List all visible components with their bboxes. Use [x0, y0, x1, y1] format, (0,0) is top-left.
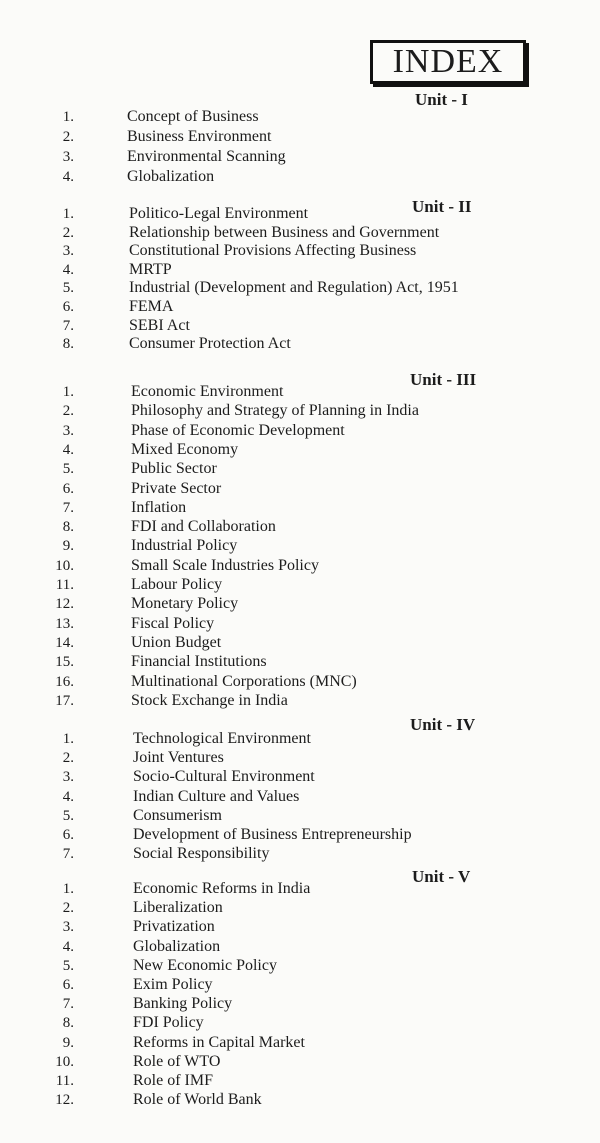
entry-title: Banking Policy	[133, 995, 233, 1012]
index-entry	[0, 441, 600, 459]
entry-title: Globalization	[127, 168, 215, 185]
entry-number: 10.	[55, 1054, 74, 1070]
index-entry	[0, 768, 600, 786]
entry-title: Economic Reforms in India	[133, 880, 311, 897]
entry-title: Stock Exchange in India	[131, 692, 288, 709]
entry-title: Socio-Cultural Environment	[133, 768, 315, 785]
entry-number: 5.	[62, 808, 74, 824]
index-entry	[0, 918, 600, 936]
entry-number: 1.	[62, 206, 74, 222]
index-entry	[0, 807, 600, 825]
index-entry	[0, 261, 600, 279]
entry-number: 7.	[62, 846, 74, 862]
entry-title: Economic Environment	[131, 383, 284, 400]
entry-number: 11.	[55, 1073, 74, 1089]
entry-number: 1.	[62, 384, 74, 400]
index-entry	[0, 168, 600, 186]
entry-number: 2.	[62, 900, 74, 916]
entry-title: Social Responsibility	[133, 845, 270, 862]
entry-number: 2.	[62, 129, 74, 145]
index-entry	[0, 653, 600, 671]
index-entry	[0, 148, 600, 166]
entry-title: Industrial Policy	[131, 537, 238, 554]
entry-title: Phase of Economic Development	[131, 422, 345, 439]
entry-number: 4.	[62, 169, 74, 185]
entry-title: Mixed Economy	[131, 441, 239, 458]
index-entry	[0, 460, 600, 478]
entry-number: 9.	[62, 1035, 74, 1051]
unit-heading: Unit - IV	[410, 715, 476, 734]
entry-number: 6.	[62, 299, 74, 315]
entry-number: 7.	[62, 500, 74, 516]
index-entry	[0, 595, 600, 613]
entry-number: 6.	[62, 481, 74, 497]
index-entry	[0, 615, 600, 633]
entry-title: Technological Environment	[133, 730, 311, 747]
entry-title: Inflation	[131, 499, 187, 516]
entry-number: 5.	[62, 280, 74, 296]
index-entry	[0, 128, 600, 146]
index-entry	[0, 242, 600, 260]
index-entry	[0, 749, 600, 767]
entry-number: 12.	[55, 596, 74, 612]
entry-number: 4.	[62, 442, 74, 458]
unit-heading: Unit - I	[415, 90, 468, 109]
entry-title: Reforms in Capital Market	[133, 1034, 305, 1051]
entry-number: 8.	[62, 336, 74, 352]
index-entry	[0, 845, 600, 863]
entry-number: 17.	[55, 693, 74, 709]
entry-number: 1.	[62, 109, 74, 125]
unit-heading: Unit - V	[412, 867, 471, 886]
index-entry	[0, 317, 600, 335]
entry-title: Exim Policy	[133, 976, 213, 993]
entry-title: Union Budget	[131, 634, 222, 651]
entry-title: MRTP	[129, 261, 172, 278]
index-title: INDEX	[370, 40, 526, 84]
entry-number: 4.	[62, 939, 74, 955]
index-entry	[0, 880, 600, 898]
entry-number: 7.	[62, 318, 74, 334]
entry-number: 2.	[62, 225, 74, 241]
entry-number: 6.	[62, 827, 74, 843]
index-entry	[0, 422, 600, 440]
entry-number: 16.	[55, 674, 74, 690]
entry-number: 1.	[62, 881, 74, 897]
entry-title: Fiscal Policy	[131, 615, 215, 632]
entry-number: 10.	[55, 558, 74, 574]
index-entry	[0, 938, 600, 956]
entry-title: New Economic Policy	[133, 957, 277, 974]
entry-number: 4.	[62, 789, 74, 805]
index-entry	[0, 788, 600, 806]
entry-number: 2.	[62, 403, 74, 419]
index-entry	[0, 826, 600, 844]
index-entry	[0, 335, 600, 353]
entry-number: 5.	[62, 958, 74, 974]
entry-number: 5.	[62, 461, 74, 477]
entry-number: 1.	[62, 731, 74, 747]
entry-number: 8.	[62, 1015, 74, 1031]
index-entry	[0, 1034, 600, 1052]
entry-title: Small Scale Industries Policy	[131, 557, 319, 574]
index-entry	[0, 634, 600, 652]
index-entry	[0, 576, 600, 594]
entry-number: 6.	[62, 977, 74, 993]
entry-number: 12.	[55, 1092, 74, 1108]
entry-number: 3.	[62, 423, 74, 439]
entry-title: Development of Business Entrepreneurship	[133, 826, 412, 843]
entry-title: Business Environment	[127, 128, 272, 145]
entry-title: Joint Ventures	[133, 749, 224, 766]
entry-title: Liberalization	[133, 899, 223, 916]
entry-title: Indian Culture and Values	[133, 788, 300, 805]
index-entry	[0, 957, 600, 975]
entry-title: SEBI Act	[129, 317, 190, 334]
index-entry	[0, 224, 600, 242]
index-entry	[0, 108, 600, 126]
index-entry	[0, 1053, 600, 1071]
index-entry	[0, 499, 600, 517]
entry-title: FDI Policy	[133, 1014, 204, 1031]
index-entry	[0, 1072, 600, 1090]
entry-number: 3.	[62, 919, 74, 935]
index-entry	[0, 995, 600, 1013]
entry-title: Consumerism	[133, 807, 222, 824]
index-entry	[0, 730, 600, 748]
entry-title: Role of IMF	[133, 1072, 213, 1089]
entry-number: 3.	[62, 243, 74, 259]
entry-title: Concept of Business	[127, 108, 259, 125]
index-entry	[0, 518, 600, 536]
index-entry	[0, 557, 600, 575]
entry-number: 3.	[62, 149, 74, 165]
index-entry	[0, 402, 600, 420]
entry-title: Multinational Corporations (MNC)	[131, 673, 357, 690]
entry-title: Monetary Policy	[131, 595, 239, 612]
unit-heading: Unit - III	[410, 370, 477, 389]
index-entry	[0, 976, 600, 994]
entry-title: Labour Policy	[131, 576, 223, 593]
index-entry	[0, 279, 600, 297]
entry-number: 8.	[62, 519, 74, 535]
entry-title: Financial Institutions	[131, 653, 267, 670]
entry-title: Private Sector	[131, 480, 222, 497]
entry-title: Globalization	[133, 938, 221, 955]
entry-number: 11.	[55, 577, 74, 593]
index-entry	[0, 298, 600, 316]
entry-title: Industrial (Development and Regulation) Act, 1951	[129, 279, 459, 296]
entry-number: 3.	[62, 769, 74, 785]
entry-number: 14.	[55, 635, 74, 651]
index-entry	[0, 1091, 600, 1109]
entry-title: Politico-Legal Environment	[129, 205, 309, 222]
entry-number: 13.	[55, 616, 74, 632]
entry-title: Constitutional Provisions Affecting Business	[129, 242, 417, 259]
entry-title: FDI and Collaboration	[131, 518, 276, 535]
entry-number: 4.	[62, 262, 74, 278]
index-entry	[0, 899, 600, 917]
entry-title: Consumer Protection Act	[129, 335, 291, 352]
entry-title: Environmental Scanning	[127, 148, 286, 165]
entry-title: Public Sector	[131, 460, 217, 477]
index-entry	[0, 537, 600, 555]
entry-title: Privatization	[133, 918, 215, 935]
index-entry	[0, 673, 600, 691]
entry-title: Role of WTO	[133, 1053, 221, 1070]
unit-heading: Unit - II	[412, 197, 472, 216]
index-entry	[0, 692, 600, 710]
index-entry	[0, 1014, 600, 1032]
index-entry	[0, 205, 600, 223]
entry-title: FEMA	[129, 298, 174, 315]
entry-title: Relationship between Business and Government	[129, 224, 440, 241]
entry-number: 9.	[62, 538, 74, 554]
entry-title: Philosophy and Strategy of Planning in India	[131, 402, 419, 419]
entry-number: 15.	[55, 654, 74, 670]
index-entry	[0, 480, 600, 498]
entry-number: 2.	[62, 750, 74, 766]
entry-number: 7.	[62, 996, 74, 1012]
index-entry	[0, 383, 600, 401]
entry-title: Role of World Bank	[133, 1091, 262, 1108]
